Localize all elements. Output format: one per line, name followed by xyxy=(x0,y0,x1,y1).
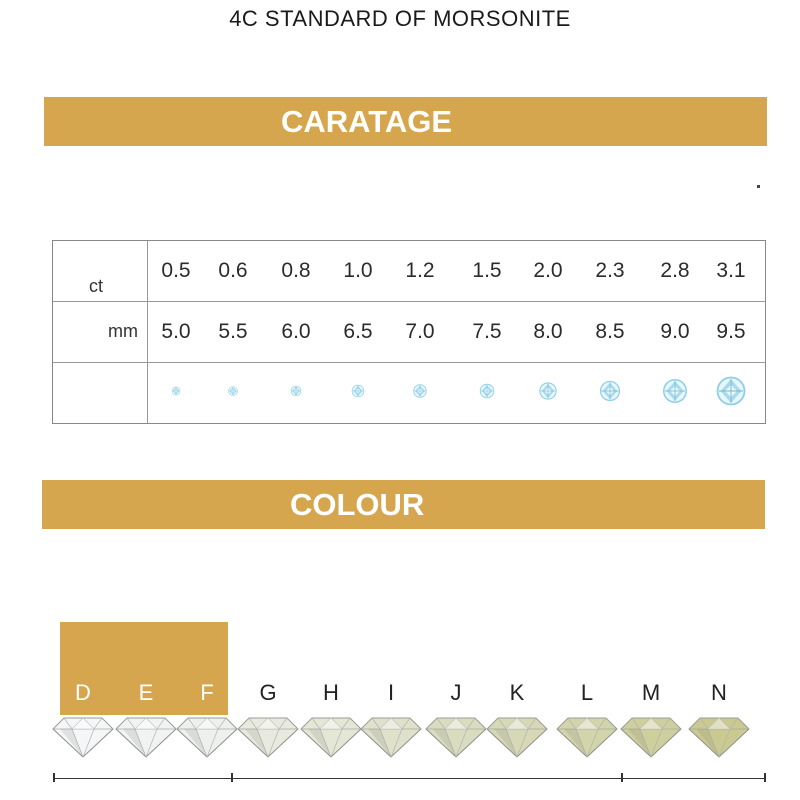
colour-scale-line xyxy=(54,778,766,779)
ct-value-cell: 2.3 xyxy=(595,259,625,282)
ct-value-cell: 2.0 xyxy=(533,259,563,282)
mm-value-cell: 8.0 xyxy=(533,320,563,343)
diamond-grade-k-icon xyxy=(486,716,548,758)
moissanite-gem-icon xyxy=(600,381,621,402)
colour-grade-f: F xyxy=(200,680,214,705)
table-row-divider xyxy=(53,301,765,302)
diamond-grade-i-icon xyxy=(360,716,422,758)
ct-value-cell: 1.5 xyxy=(472,259,502,282)
diamond-grade-n-icon xyxy=(688,716,750,758)
diamond-grade-d-icon xyxy=(52,716,114,758)
diamond-grade-j-icon xyxy=(425,716,487,758)
mm-value-cell: 5.5 xyxy=(218,320,248,343)
mm-value-cell: 9.5 xyxy=(716,320,746,343)
table-row-divider xyxy=(53,362,765,363)
moissanite-gem-icon xyxy=(413,384,427,398)
ct-value-cell: 0.5 xyxy=(161,259,191,282)
moissanite-gem-icon xyxy=(663,379,688,404)
diamond-grade-l-icon xyxy=(556,716,618,758)
colour-grade-m: M xyxy=(641,680,661,705)
colour-heading: COLOUR xyxy=(290,487,425,522)
colour-grade-i: I xyxy=(387,680,395,705)
carat-size-table xyxy=(52,240,766,424)
colour-grade-l: L xyxy=(580,680,594,705)
ct-value-cell: 0.8 xyxy=(281,259,311,282)
scale-tick xyxy=(231,773,233,782)
colour-grade-k: K xyxy=(509,680,525,705)
colour-grade-j: J xyxy=(450,680,462,705)
ct-value-cell: 1.2 xyxy=(405,259,435,282)
mm-row-label: mm xyxy=(108,321,138,341)
moissanite-gem-icon xyxy=(291,386,302,397)
caratage-heading: CARATAGE xyxy=(281,104,453,139)
mm-value-cell: 7.5 xyxy=(472,320,502,343)
mm-value-cell: 6.5 xyxy=(343,320,373,343)
mm-value-cell: 6.0 xyxy=(281,320,311,343)
colour-grade-h: H xyxy=(323,680,339,705)
moissanite-gem-icon xyxy=(480,384,495,399)
mm-value-cell: 7.0 xyxy=(405,320,435,343)
moissanite-gem-icon xyxy=(716,376,746,406)
moissanite-gem-icon xyxy=(228,386,238,396)
colour-grade-e: E xyxy=(138,680,154,705)
caratage-banner xyxy=(44,97,767,146)
mm-value-cell: 9.0 xyxy=(660,320,690,343)
ct-value-cell: 1.0 xyxy=(343,259,373,282)
diamond-grade-h-icon xyxy=(300,716,362,758)
moissanite-gem-icon xyxy=(172,387,181,396)
diamond-grade-g-icon xyxy=(237,716,299,758)
ct-value-cell: 2.8 xyxy=(660,259,690,282)
colour-grade-d: D xyxy=(75,680,91,705)
moissanite-gem-icon xyxy=(352,385,365,398)
mm-value-cell: 8.5 xyxy=(595,320,625,343)
diamond-grade-e-icon xyxy=(115,716,177,758)
scale-tick xyxy=(764,773,766,782)
page-title: 4C STANDARD OF MORSONITE xyxy=(229,6,571,31)
diamond-grade-m-icon xyxy=(620,716,682,758)
ct-value-cell: 0.6 xyxy=(218,259,248,282)
mm-value-cell: 5.0 xyxy=(161,320,191,343)
stray-mark xyxy=(757,185,760,188)
ct-value-cell: 3.1 xyxy=(716,259,746,282)
ct-row-label: ct xyxy=(89,276,104,296)
scale-tick xyxy=(53,773,55,782)
colour-grade-g: G xyxy=(259,680,277,705)
colour-banner xyxy=(42,480,765,529)
scale-tick xyxy=(621,773,623,782)
colour-grade-n: N xyxy=(711,680,727,705)
moissanite-gem-icon xyxy=(539,382,557,400)
diamond-grade-f-icon xyxy=(176,716,238,758)
